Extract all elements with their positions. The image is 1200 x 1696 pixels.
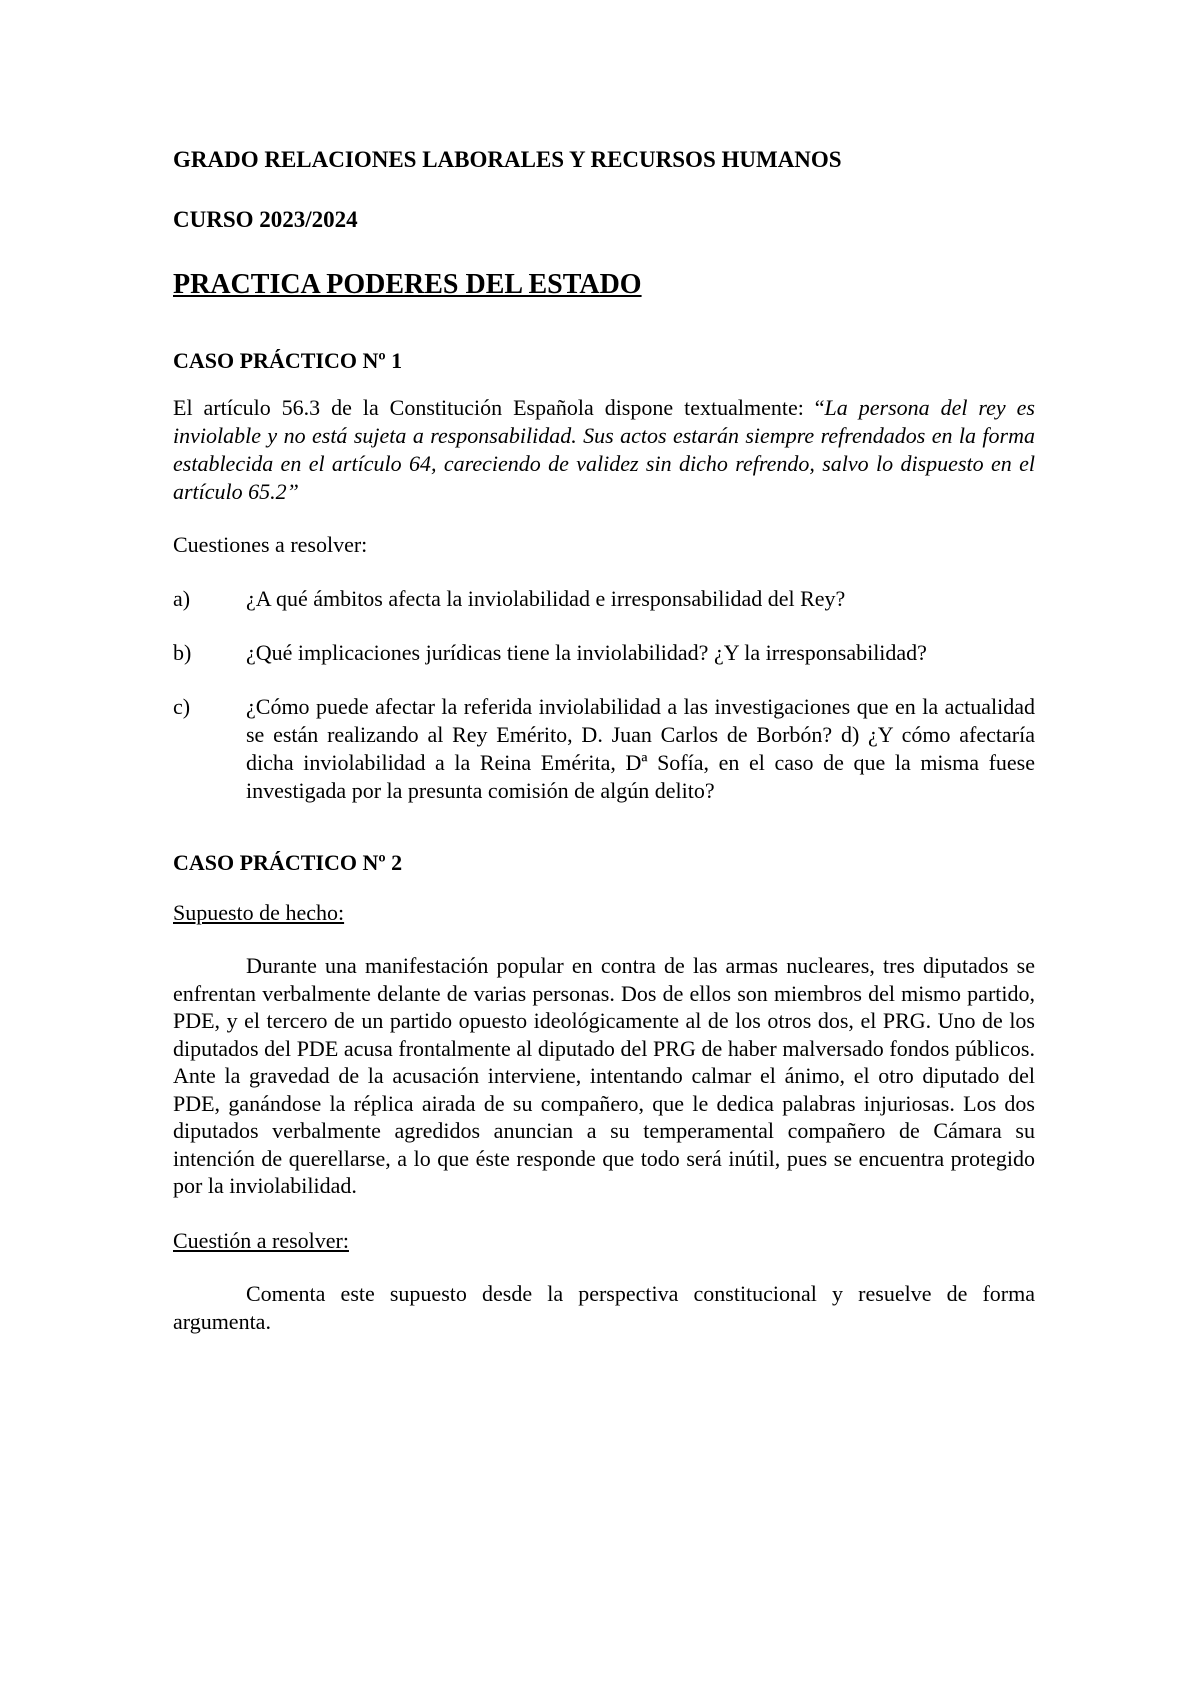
questions-label: Cuestiones a resolver: [173, 532, 368, 557]
case-2-heading: CASO PRÁCTICO Nº 2 [173, 850, 403, 875]
question-text: ¿Cómo puede afectar la referida inviolabilidad a las investigaciones que en la actualidad se están realizando al Rey Emérito, D. Juan Carlos de Borbón? d) ¿Y cómo afectaría dicha inviolabilidad a la Reina Emérita, Dª Sofía, en el caso de que la misma fuese investigada por la presunta comisión de algún delito? [246, 694, 1035, 803]
question-text: ¿Qué implicaciones jurídicas tiene la inviolabilidad? ¿Y la irresponsabilidad? [246, 640, 927, 665]
question-item [173, 639, 1035, 667]
document-content [173, 145, 1035, 1336]
document-title: PRACTICA PODERES DEL ESTADO [173, 269, 642, 300]
case-1-intro-text: El artículo 56.3 de la Constitución Española dispone textualmente: “ [173, 395, 825, 420]
course-heading: CURSO 2023/2024 [173, 207, 358, 232]
degree-heading: GRADO RELACIONES LABORALES Y RECURSOS HUMANOS [173, 147, 842, 172]
task-label: Cuestión a resolver: [173, 1227, 349, 1253]
question-item [173, 585, 1035, 613]
case-1-intro [173, 394, 1035, 506]
case-2-section [173, 849, 1035, 1336]
facts-paragraph: Durante una manifestación popular en contra de las armas nucleares, tres diputados se enfrentan verbalmente delante de varias personas. Dos de ellos son miembros del mismo partido, PDE, y el tercero de un partido opuesto ideológicamente al de los otros dos, el PRG. Uno de los diputados del PDE acusa frontalmente al diputado del PRG de haber malversado fondos públicos. Ante la gravedad de la acusación interviene, intentando calmar el ánimo, el otro diputado del PDE, ganándose la réplica airada de su compañero, que le dedica palabras injuriosas. Los dos diputados verbalmente agredidos anuncian a su temperamental compañero de Cámara su intención de querellarse, a lo que éste responde que todo será inútil, pues se encuentra protegido por la inviolabilidad. [173, 953, 1035, 1198]
questions-list [173, 585, 1035, 805]
task-paragraph: Comenta este supuesto desde la perspectiva constitucional y resuelve de forma argumenta. [173, 1280, 1035, 1334]
question-text: ¿A qué ámbitos afecta la inviolabilidad e irresponsabilidad del Rey? [246, 586, 846, 611]
facts-label: Supuesto de hecho: [173, 900, 345, 925]
case-1-heading: CASO PRÁCTICO Nº 1 [173, 348, 403, 373]
constitution-quote: La persona del rey es inviolable y no está sujeta a responsabilidad. Sus actos estarán siempre refrendados en la forma establecida en el artículo 64, careciendo de validez sin dicho refrendo, salvo lo dispuesto en el artículo 65.2” [173, 395, 1035, 504]
question-letter: a) [173, 586, 191, 611]
question-item [173, 693, 1035, 805]
question-letter: b) [173, 640, 192, 665]
question-letter: c) [173, 694, 191, 719]
case-1-section [173, 347, 1035, 805]
